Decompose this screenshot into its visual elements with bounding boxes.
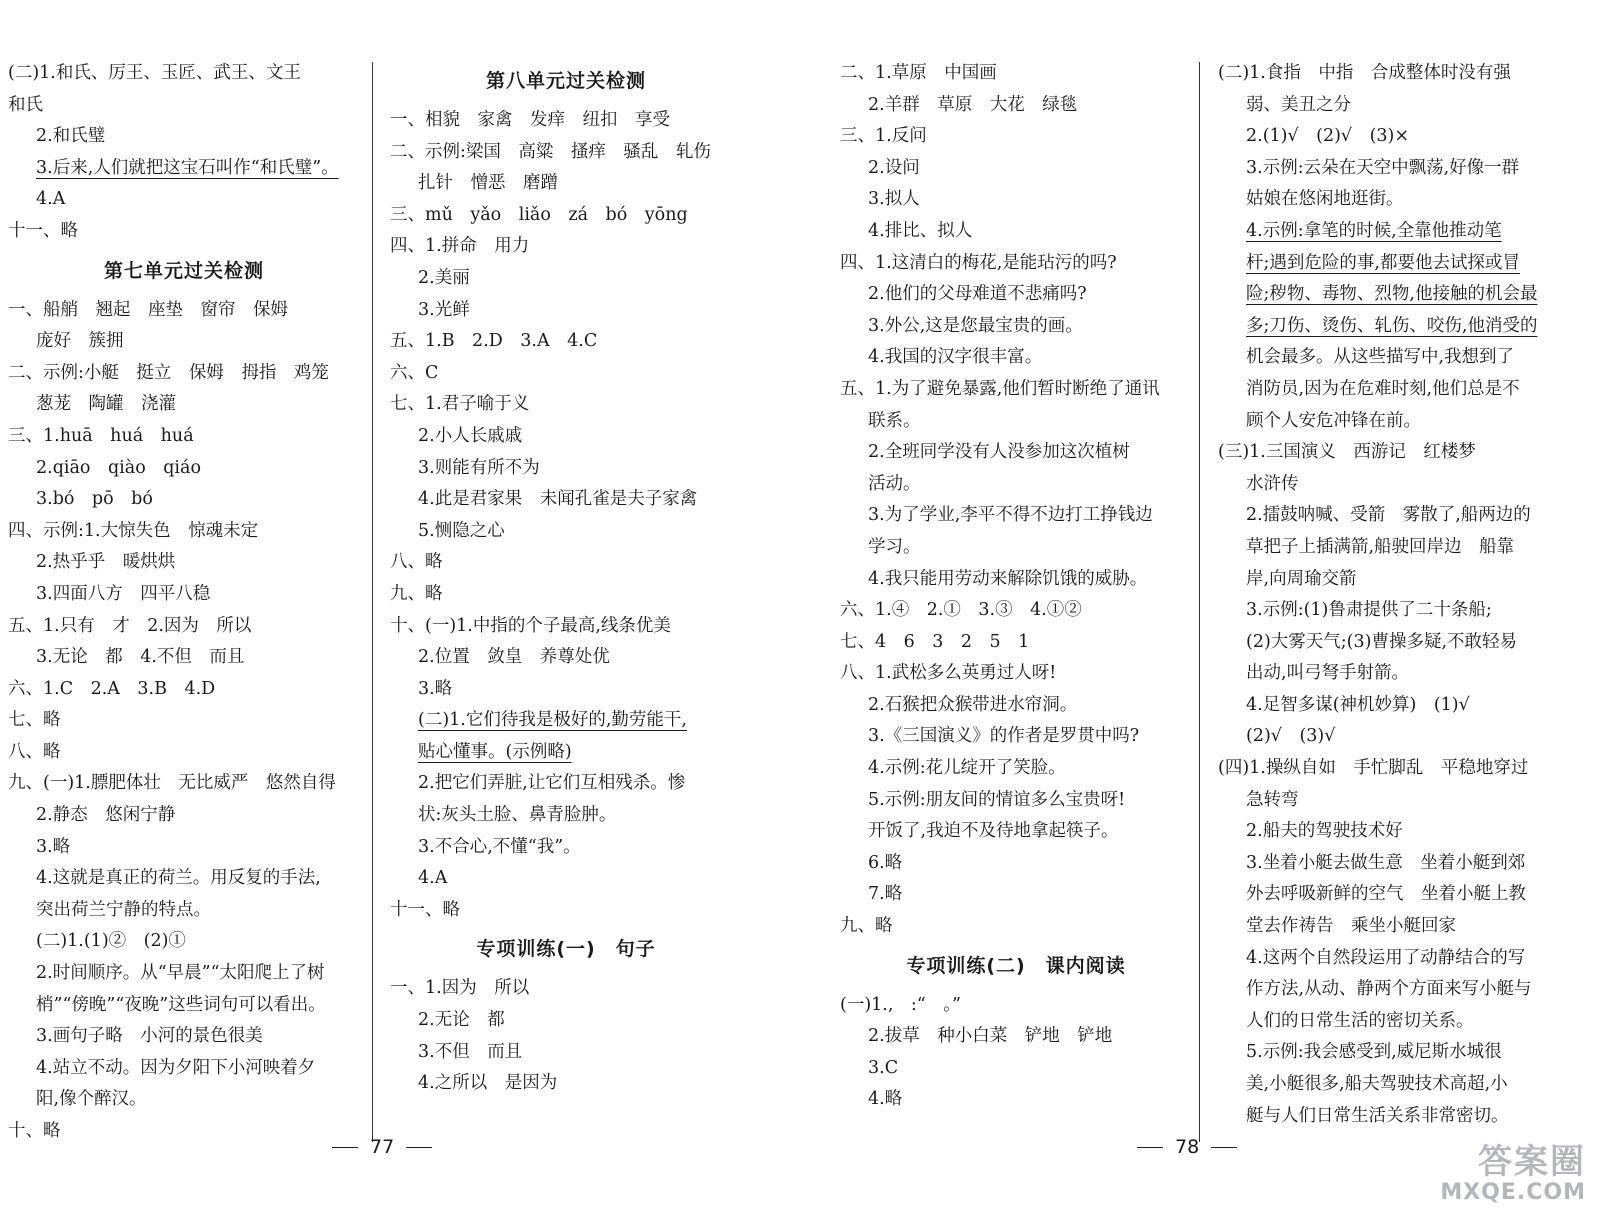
answer-line: 五、1.只有 才 2.因为 所以 bbox=[8, 615, 252, 636]
answer-line: 四、1.拼命 用力 bbox=[390, 236, 530, 257]
answer-line: 4.我国的汉字很丰富。 bbox=[868, 347, 1043, 368]
answer-line: (三)1.三国演义 西游记 红楼梦 bbox=[1218, 442, 1476, 463]
watermark-url: MXQE.COM bbox=[1440, 1180, 1586, 1205]
answer-line: 3.则能有所不为 bbox=[418, 457, 540, 478]
answer-line: 4.我只能用劳动来解除饥饿的威胁。 bbox=[868, 568, 1148, 589]
answer-line bbox=[390, 705, 742, 737]
answer-line: 一、船艄 翘起 座垫 窗帘 保姆 bbox=[8, 299, 288, 320]
answer-line: 3.外公,这是您最宝贵的画。 bbox=[868, 315, 1083, 336]
answer-line: 3.《三国演义》的作者是罗贯中吗? bbox=[868, 726, 1140, 747]
answer-line: 人们的日常生活的密切关系。 bbox=[1246, 1010, 1474, 1031]
answer-line: 2.他们的父母难道不悲痛吗? bbox=[868, 284, 1087, 305]
answer-line: 三、1.反问 bbox=[840, 126, 927, 147]
section-heading: 第八单元过关检测 bbox=[485, 70, 646, 92]
answer-line: 2.拔草 种小白菜 铲地 铲地 bbox=[868, 1026, 1113, 1047]
answer-line: 八、1.武松多么英勇过人呀! bbox=[840, 663, 1057, 684]
answer-line: 3.画句子略 小河的景色很美 bbox=[36, 1026, 263, 1047]
column-1 bbox=[8, 58, 360, 1148]
answer-line: (二)1.(1)② (2)① bbox=[36, 931, 186, 952]
answer-line: 学习。 bbox=[868, 536, 921, 557]
answer-line: 梢”“傍晚”“夜晚”这些词句可以看出。 bbox=[36, 994, 326, 1015]
answer-line: 三、mǔ yǎo liǎo zá bó yōng bbox=[390, 204, 688, 225]
answer-line: 十、略 bbox=[8, 1121, 61, 1141]
answer-line: 九、(一)1.膘肥体壮 无比威严 悠然自得 bbox=[8, 773, 336, 794]
answer-line: 六、1.C 2.A 3.B 4.D bbox=[8, 678, 216, 699]
answer-line: 3.示例:(1)鲁肃提供了二十条船; bbox=[1246, 600, 1492, 621]
answer-line: 4.A bbox=[418, 868, 448, 889]
answer-line: 6.略 bbox=[868, 852, 903, 873]
answer-line: 八、略 bbox=[390, 552, 443, 573]
answer-line bbox=[1218, 248, 1590, 280]
answer-line: 3.略 bbox=[36, 836, 71, 857]
answer-line: 3.为了学业,李平不得不边打工挣钱边 bbox=[868, 505, 1153, 526]
answer-line: 一、1.因为 所以 bbox=[390, 978, 530, 999]
answer-line: 2.设问 bbox=[868, 157, 920, 178]
answer-line: (2)√ (3)√ bbox=[1246, 726, 1336, 747]
answer-line: 九、略 bbox=[390, 583, 443, 604]
answer-line: 水浒传 bbox=[1246, 473, 1299, 494]
answer-line: 七、4 6 3 2 5 1 bbox=[840, 631, 1030, 652]
answer-line: 艇与人们日常生活关系非常密切。 bbox=[1246, 1105, 1509, 1126]
underlined-text: (二)1.它们待我是极好的,勤劳能干, bbox=[418, 710, 687, 731]
answer-line: (一)1., :“ 。” bbox=[840, 994, 961, 1015]
answer-line: 3.示例:云朵在天空中飘荡,好像一群 bbox=[1246, 157, 1520, 178]
answer-line: 2.静态 悠闲宁静 bbox=[36, 805, 176, 826]
answer-line bbox=[1218, 216, 1590, 248]
underlined-text: 险;秽物、毒物、烈物,他接触的机会最 bbox=[1246, 284, 1538, 305]
answer-line: 4.之所以 是因为 bbox=[418, 1073, 558, 1094]
answer-line: 2.位置 敛皇 养尊处优 bbox=[418, 647, 610, 668]
answer-line: 2.美丽 bbox=[418, 267, 470, 288]
answer-line: 七、1.君子喻于义 bbox=[390, 394, 530, 415]
answer-line: 三、1.huā huá huá bbox=[8, 425, 194, 446]
answer-line: 草把子上插满箭,船驶回岸边 船靠 bbox=[1246, 536, 1515, 557]
answer-line: 3.光鲜 bbox=[418, 299, 470, 320]
answer-line: 二、1.草原 中国画 bbox=[840, 63, 997, 83]
answer-line: 和氏 bbox=[8, 94, 43, 115]
answer-line: 4.略 bbox=[868, 1089, 903, 1110]
answer-line bbox=[390, 737, 742, 769]
page-number-left bbox=[320, 1136, 444, 1158]
answer-line: 活动。 bbox=[868, 473, 921, 494]
answer-line: 外去呼吸新鲜的空气 坐着小艇上教 bbox=[1246, 884, 1526, 905]
answer-line: (二)1.和氏、厉王、玉匠、武王、文王 bbox=[8, 63, 301, 83]
answer-line: 葱茏 陶罐 浇灌 bbox=[36, 394, 176, 415]
section-heading: 专项训练(一) 句子 bbox=[476, 938, 656, 961]
answer-line: 2.擂鼓呐喊、受箭 雾散了,船两边的 bbox=[1246, 505, 1531, 526]
watermark bbox=[1440, 1144, 1586, 1205]
answer-line: 消防员,因为在危难时刻,他们总是不 bbox=[1246, 378, 1520, 399]
answer-line: 3.拟人 bbox=[868, 189, 920, 210]
answer-line: 2.全班同学没有人没参加这次植树 bbox=[868, 442, 1130, 463]
answer-line bbox=[8, 153, 360, 185]
answer-line: 庞好 簇拥 bbox=[36, 331, 124, 352]
column-divider-left bbox=[372, 62, 373, 1142]
answer-line: 顾个人安危冲锋在前。 bbox=[1246, 410, 1421, 431]
answer-line: 4.这两个自然段运用了动静结合的写 bbox=[1246, 947, 1526, 968]
answer-line: 3.坐着小艇去做生意 坐着小艇到郊 bbox=[1246, 852, 1526, 873]
answer-line: 阳,像个醉汉。 bbox=[36, 1089, 147, 1110]
answer-line: 十一、略 bbox=[390, 899, 460, 920]
answer-line: 五、1.B 2.D 3.A 4.C bbox=[390, 331, 598, 352]
underlined-text: 多;刀伤、烫伤、轧伤、咬伤,他消受的 bbox=[1246, 315, 1538, 336]
answer-line: 突出荷兰宁静的特点。 bbox=[36, 899, 211, 920]
answer-line: 开饭了,我迫不及待地拿起筷子。 bbox=[868, 821, 1119, 842]
answer-line: 四、示例:1.大惊失色 惊魂未定 bbox=[8, 520, 259, 541]
answer-line: 2.时间顺序。从“早晨”“太阳爬上了树 bbox=[36, 963, 325, 984]
answer-line: 2.热乎乎 暖烘烘 bbox=[36, 552, 176, 573]
answer-line: 二、示例:小艇 挺立 保姆 拇指 鸡笼 bbox=[8, 362, 329, 383]
answer-line: 4.此是君家果 未闻孔雀是夫子家禽 bbox=[418, 489, 698, 510]
answer-line: 状:灰头土脸、鼻青脸肿。 bbox=[418, 805, 617, 826]
answer-line: 3.无论 都 4.不但 而且 bbox=[36, 647, 245, 668]
answer-line: 3.四面八方 四平八稳 bbox=[36, 583, 211, 604]
answer-line: 3.略 bbox=[418, 678, 453, 699]
underlined-text: 贴心懂事。(示例略) bbox=[418, 741, 572, 762]
answer-line: 姑娘在悠闲地逛街。 bbox=[1246, 189, 1404, 210]
answer-line: 九、略 bbox=[840, 916, 893, 937]
answer-line: 一、相貌 家禽 发痒 纽扣 享受 bbox=[390, 110, 670, 130]
answer-line: 八、略 bbox=[8, 741, 61, 762]
answer-line: 5.恻隐之心 bbox=[418, 520, 505, 541]
column-3 bbox=[840, 58, 1192, 1116]
answer-line: 六、C bbox=[390, 362, 439, 383]
answer-line: 六、1.④ 2.① 3.③ 4.①② bbox=[840, 600, 1082, 621]
answer-line: 弱、美丑之分 bbox=[1246, 94, 1351, 115]
answer-line: 2.和氏璧 bbox=[36, 126, 106, 147]
answer-line: 4.排比、拟人 bbox=[868, 220, 973, 241]
answer-line: (二)1.食指 中指 合成整体时没有强 bbox=[1218, 63, 1511, 83]
answer-line: 4.示例:花儿绽开了笑脸。 bbox=[868, 758, 1066, 779]
answer-line: 机会最多。从这些描写中,我想到了 bbox=[1246, 347, 1515, 368]
answer-line: (四)1.操纵自如 手忙脚乱 平稳地穿过 bbox=[1218, 758, 1529, 779]
answer-line: 作方法,从动、静两个方面来写小艇与 bbox=[1246, 979, 1532, 1000]
answer-line: 5.示例:朋友间的情谊多么宝贵呀! bbox=[868, 789, 1126, 810]
answer-line: 七、略 bbox=[8, 710, 61, 731]
answer-line: 2.把它们弄脏,让它们互相残杀。惨 bbox=[418, 773, 686, 794]
column-2 bbox=[390, 58, 742, 1100]
page-number-left-text: 77 bbox=[370, 1136, 395, 1158]
answer-line: 2.qiāo qiào qiáo bbox=[36, 457, 202, 478]
answer-line: 4.A bbox=[36, 189, 66, 210]
answer-line: 堂去作祷告 乘坐小艇回家 bbox=[1246, 916, 1456, 937]
answer-line: 3.不合心,不懂“我”。 bbox=[418, 836, 581, 857]
answer-line: 3.不但 而且 bbox=[418, 1041, 523, 1062]
answer-line: 岸,向周瑜交箭 bbox=[1246, 568, 1357, 589]
answer-line: 2.无论 都 bbox=[418, 1010, 505, 1031]
answer-line: 五、1.为了避免暴露,他们暂时断绝了通讯 bbox=[840, 378, 1160, 399]
answer-line: 5.示例:我会感受到,威尼斯水城很 bbox=[1246, 1042, 1502, 1063]
watermark-mark: 答案圈 bbox=[1478, 1142, 1586, 1182]
answer-line: 2.船夫的驾驶技术好 bbox=[1246, 821, 1403, 842]
underlined-text: 3.后来,人们就把这宝石叫作“和氏璧”。 bbox=[36, 157, 339, 178]
answer-line: 2.石猴把众猴带进水帘洞。 bbox=[868, 694, 1078, 715]
answer-line: 十、(一)1.中指的个子最高,线条优美 bbox=[390, 615, 671, 636]
answer-line: 4.这就是真正的荷兰。用反复的手法, bbox=[36, 868, 321, 889]
answer-line: 十一、略 bbox=[8, 220, 78, 241]
answer-line: 联系。 bbox=[868, 410, 921, 431]
section-heading: 第七单元过关检测 bbox=[103, 259, 264, 282]
answer-line: 扎针 憎恶 磨蹭 bbox=[418, 173, 558, 194]
answer-line bbox=[1218, 311, 1590, 343]
underlined-text: 杆;遇到危险的事,都要他去试探或冒 bbox=[1246, 252, 1520, 273]
answer-line: 4.足智多谋(神机妙算) (1)√ bbox=[1246, 694, 1470, 715]
page-number-right-text: 78 bbox=[1175, 1136, 1200, 1158]
answer-line: 急转弯 bbox=[1246, 789, 1299, 810]
answer-line bbox=[1218, 279, 1590, 311]
answer-line: 四、1.这清白的梅花,是能玷污的吗? bbox=[840, 252, 1117, 273]
column-divider-right bbox=[1199, 62, 1200, 1142]
underlined-text: 4.示例:拿笔的时候,全靠他推动笔 bbox=[1246, 220, 1502, 241]
answer-line: 美,小艇很多,船夫驾驶技术高超,小 bbox=[1246, 1074, 1508, 1094]
page-number-right bbox=[1125, 1136, 1249, 1158]
answer-line: 3.C bbox=[868, 1057, 899, 1078]
section-heading: 专项训练(二) 课内阅读 bbox=[906, 954, 1126, 977]
column-4 bbox=[1218, 58, 1590, 1132]
answer-line: 2.小人长戚戚 bbox=[418, 425, 523, 446]
answer-line: 出动,叫弓弩手射箭。 bbox=[1246, 663, 1410, 684]
answer-line: 2.(1)√ (2)√ (3)× bbox=[1246, 126, 1410, 147]
answer-line: 3.bó pō bó bbox=[36, 489, 153, 510]
answer-line: 7.略 bbox=[868, 884, 903, 905]
answer-line: (2)大雾天气;(3)曹操多疑,不敢轻易 bbox=[1246, 631, 1518, 652]
answer-line: 二、示例:梁国 高粱 搔痒 骚乱 轧伤 bbox=[390, 141, 711, 162]
answer-line: 2.羊群 草原 大花 绿毯 bbox=[868, 94, 1078, 115]
answer-line: 4.站立不动。因为夕阳下小河映着夕 bbox=[36, 1057, 316, 1078]
